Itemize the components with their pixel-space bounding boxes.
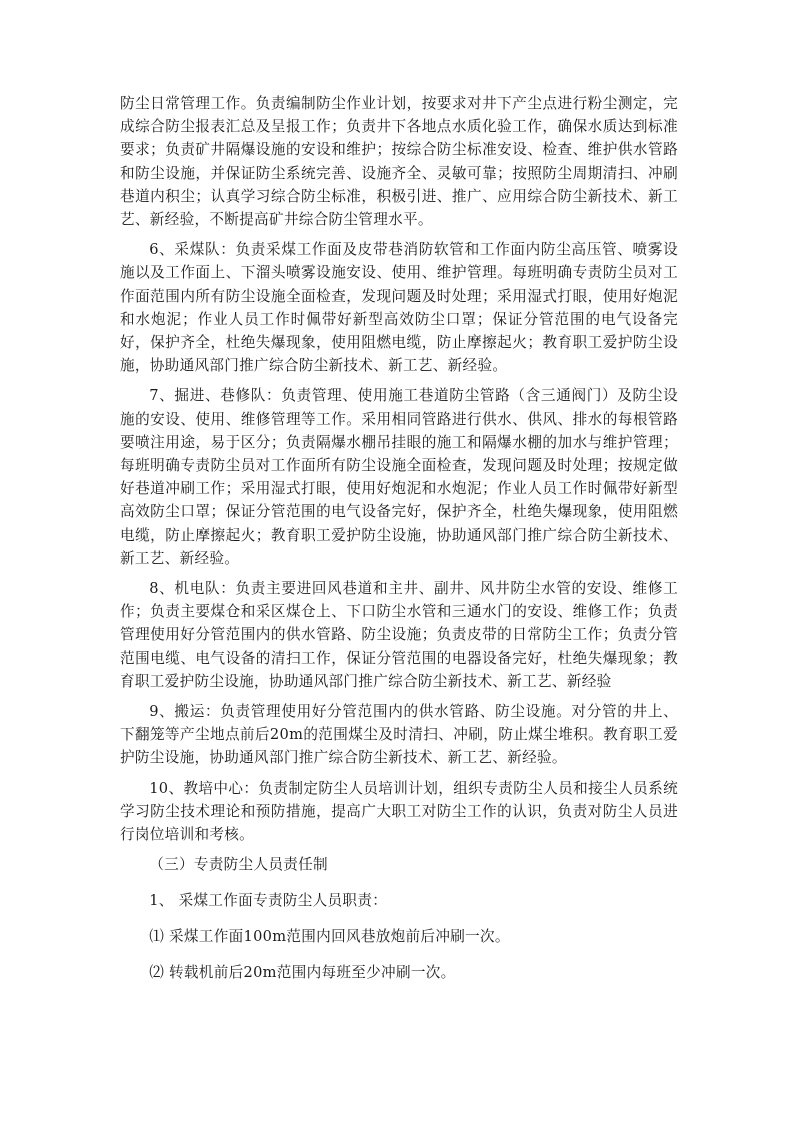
- list-item: ⑵ 转载机前后20m范围内每班至少冲刷一次。: [149, 964, 456, 982]
- paragraph-electromechanical-team: 8、机电队：负责主要进回风巷道和主井、副井、风井防尘水管的安设、维修工作；负责主要煤仓和采区煤仓上、下口防尘水管和三通水门的安设、维修工作；负责管理使用好分管范围内的供水管路、防尘设施；负责皮带的日常防尘工作；负责分管范围电缆、电气设备的清扫工作，保证分管范围的电器设备完好，杜绝失爆现象；教育职工爱护防尘设施，协助通风部门推广综合防尘新技术、新工艺、新经验: [120, 580, 678, 690]
- list-item: 1、 采煤工作面专责防尘人员职责：: [149, 892, 388, 910]
- paragraph-transport: 9、搬运：负责管理使用好分管范围内的供水管路、防尘设施。对分管的井上、下翻笼等产尘地点前后20m的范围煤尘及时清扫、冲刷，防止煤尘堆积。教育职工爱护防尘设施，协助通风部门推广综合防尘新技术、新工艺、新经验。: [120, 703, 678, 767]
- paragraph-mining-team: 6、采煤队：负责采煤工作面及皮带巷消防软管和工作面内防尘高压管、喷雾设施以及工作面上、下溜头喷雾设施安设、使用、维护管理。每班明确专责防尘员对工作面范围内所有防尘设施全面检查，发现问题及时处理；采用湿式打眼，使用好炮泥和水炮泥；作业人员工作时佩带好新型高效防尘口罩；保证分管范围的电气设备完好，保护齐全，杜绝失爆现象，使用阻燃电缆，防止摩擦起火；教育职工爱护防尘设施，协助通风部门推广综合防尘新技术、新工艺、新经验。: [120, 241, 678, 375]
- paragraph-tunneling-team: 7、掘进、巷修队：负责管理、使用施工巷道防尘管路（含三通阀门）及防尘设施的安设、使用、维修管理等工作。采用相同管路进行供水、供风、排水的每根管路要喷注用途，易于区分；负责隔爆水棚吊挂眼的施工和隔爆水棚的加水与维护管理；每班明确专责防尘员对工作面所有防尘设施全面检查，发现问题及时处理；按规定做好巷道冲刷工作；采用湿式打眼，使用好炮泥和水炮泥；作业人员工作时佩带好新型高效防尘口罩；保证分管范围的电气设备完好，保护齐全，杜绝失爆现象，使用阻燃电缆，防止摩擦起火；教育职工爱护防尘设施，协助通风部门推广综合防尘新技术、新工艺、新经验。: [120, 387, 678, 567]
- list-item: ⑴ 采煤工作面100m范围内回风巷放炮前后冲刷一次。: [149, 928, 510, 946]
- paragraph-ventilation-duties: 防尘日常管理工作。负责编制防尘作业计划，按要求对井下产尘点进行粉尘测定，完成综合防尘报表汇总及呈报工作；负责井下各地点水质化验工作，确保水质达到标准要求；负责矿井隔爆设施的安设和维护；按综合防尘标准安设、检查、维护供水管路和防尘设施，并保证防尘系统完善、设施齐全、灵敏可靠；按照防尘周期清扫、冲刷巷道内积尘；认真学习综合防尘标准，积极引进、推广、应用综合防尘新技术、新工艺、新经验，不断提高矿井综合防尘管理水平。: [120, 95, 678, 229]
- section-heading: （三）专责防尘人员责任制: [149, 856, 328, 874]
- paragraph-training-center: 10、教培中心：负责制定防尘人员培训计划，组织专责防尘人员和接尘人员系统学习防尘技术理论和预防措施，提高广大职工对防尘工作的认识，负责对防尘人员进行岗位培训和考核。: [120, 779, 678, 844]
- document-page: [120, 92, 678, 997]
